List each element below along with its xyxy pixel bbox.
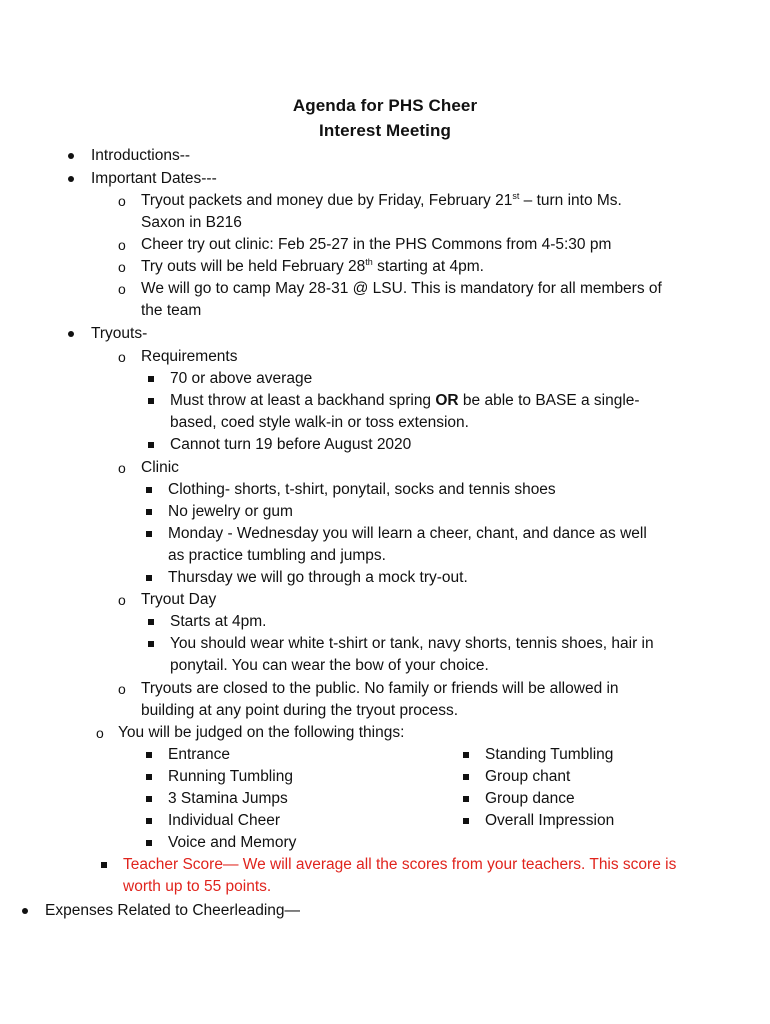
requirement-item: 70 or above average <box>170 370 313 387</box>
tryout-day-item-cont: ponytail. You can wear the bow of your choice. <box>170 657 489 674</box>
clinic-item: Monday - Wednesday you will learn a cheer, chant, and dance as well <box>168 525 647 542</box>
item-expenses: Expenses Related to Cheerleading— <box>45 902 301 919</box>
judge-criterion: Group chant <box>485 768 571 785</box>
clinic-item: No jewelry or gum <box>168 503 293 520</box>
document-title-line1: Agenda for PHS Cheer <box>292 96 478 115</box>
teacher-score-note: Teacher Score— We will average all the scores from your teachers. This score is <box>123 856 677 873</box>
square-bullet-icon <box>146 832 152 854</box>
square-bullet-icon <box>146 788 152 810</box>
square-bullet-icon <box>146 744 152 766</box>
item-important-dates: Important Dates--- <box>91 170 217 187</box>
clinic-item: Thursday we will go through a mock try-out. <box>168 569 468 586</box>
circle-bullet-icon <box>118 190 126 213</box>
judge-criterion: Entrance <box>168 746 231 763</box>
square-bullet-icon <box>146 523 152 545</box>
square-bullet-icon <box>146 567 152 589</box>
square-bullet-icon <box>146 810 152 832</box>
square-bullet-icon <box>463 788 469 810</box>
tryout-day-item: Starts at 4pm. <box>170 613 267 630</box>
judge-criterion: Overall Impression <box>485 812 615 829</box>
clinic-item-cont: as practice tumbling and jumps. <box>168 547 386 564</box>
judge-criterion: Individual Cheer <box>168 812 281 829</box>
square-bullet-icon <box>148 368 154 390</box>
circle-bullet-icon <box>118 589 126 612</box>
item-introductions: Introductions-- <box>91 147 191 164</box>
square-bullet-icon <box>146 479 152 501</box>
square-bullet-icon <box>148 633 154 655</box>
judge-criterion: 3 Stamina Jumps <box>168 790 288 807</box>
requirement-item-cont: based, coed style walk-in or toss extension. <box>170 414 469 431</box>
circle-bullet-icon <box>118 278 126 301</box>
square-bullet-icon <box>146 766 152 788</box>
circle-bullet-icon <box>96 722 104 745</box>
square-bullet-icon <box>148 434 154 456</box>
clinic-item: Clothing- shorts, t-shirt, ponytail, socks and tennis shoes <box>168 481 556 498</box>
disc-bullet-icon <box>68 168 74 190</box>
square-bullet-icon <box>463 744 469 766</box>
date-camp: We will go to camp May 28-31 @ LSU. This is mandatory for all members of <box>141 280 662 297</box>
tryout-day-item: You should wear white t-shirt or tank, navy shorts, tennis shoes, hair in <box>170 635 654 652</box>
square-bullet-icon <box>148 611 154 633</box>
circle-bullet-icon <box>118 234 126 257</box>
judged-heading: You will be judged on the following things: <box>118 724 405 741</box>
tryout-day-heading: Tryout Day <box>141 591 217 608</box>
circle-bullet-icon <box>118 457 126 480</box>
judge-criterion: Group dance <box>485 790 575 807</box>
requirement-item: Cannot turn 19 before August 2020 <box>170 436 412 453</box>
date-camp-cont: the team <box>141 302 202 319</box>
judge-criterion: Running Tumbling <box>168 768 293 785</box>
date-packets-cont: Saxon in B216 <box>141 214 242 231</box>
circle-bullet-icon <box>118 678 126 701</box>
item-tryouts: Tryouts- <box>91 325 148 342</box>
circle-bullet-icon <box>118 256 126 279</box>
closed-note: Tryouts are closed to the public. No family or friends will be allowed in <box>141 680 619 697</box>
disc-bullet-icon <box>68 323 74 345</box>
square-bullet-icon <box>463 766 469 788</box>
square-bullet-icon <box>146 501 152 523</box>
requirement-item: Must throw at least a backhand spring OR be able to BASE a single- <box>170 392 640 409</box>
circle-bullet-icon <box>118 346 126 369</box>
teacher-score-note-cont: worth up to 55 points. <box>123 878 272 895</box>
square-bullet-icon <box>101 854 107 876</box>
closed-note-cont: building at any point during the tryout process. <box>141 702 459 719</box>
requirements-heading: Requirements <box>141 348 238 365</box>
judge-criterion: Voice and Memory <box>168 834 297 851</box>
disc-bullet-icon <box>22 900 28 922</box>
date-tryouts: Try outs will be held February 28th starting at 4pm. <box>141 257 484 275</box>
date-clinic: Cheer try out clinic: Feb 25-27 in the PHS Commons from 4-5:30 pm <box>141 236 612 253</box>
document-title-line2: Interest Meeting <box>319 121 451 140</box>
date-packets: Tryout packets and money due by Friday, February 21st – turn into Ms. <box>141 191 622 209</box>
square-bullet-icon <box>148 390 154 412</box>
disc-bullet-icon <box>68 145 74 167</box>
square-bullet-icon <box>463 810 469 832</box>
judge-criterion: Standing Tumbling <box>485 746 614 763</box>
clinic-heading: Clinic <box>141 459 179 476</box>
